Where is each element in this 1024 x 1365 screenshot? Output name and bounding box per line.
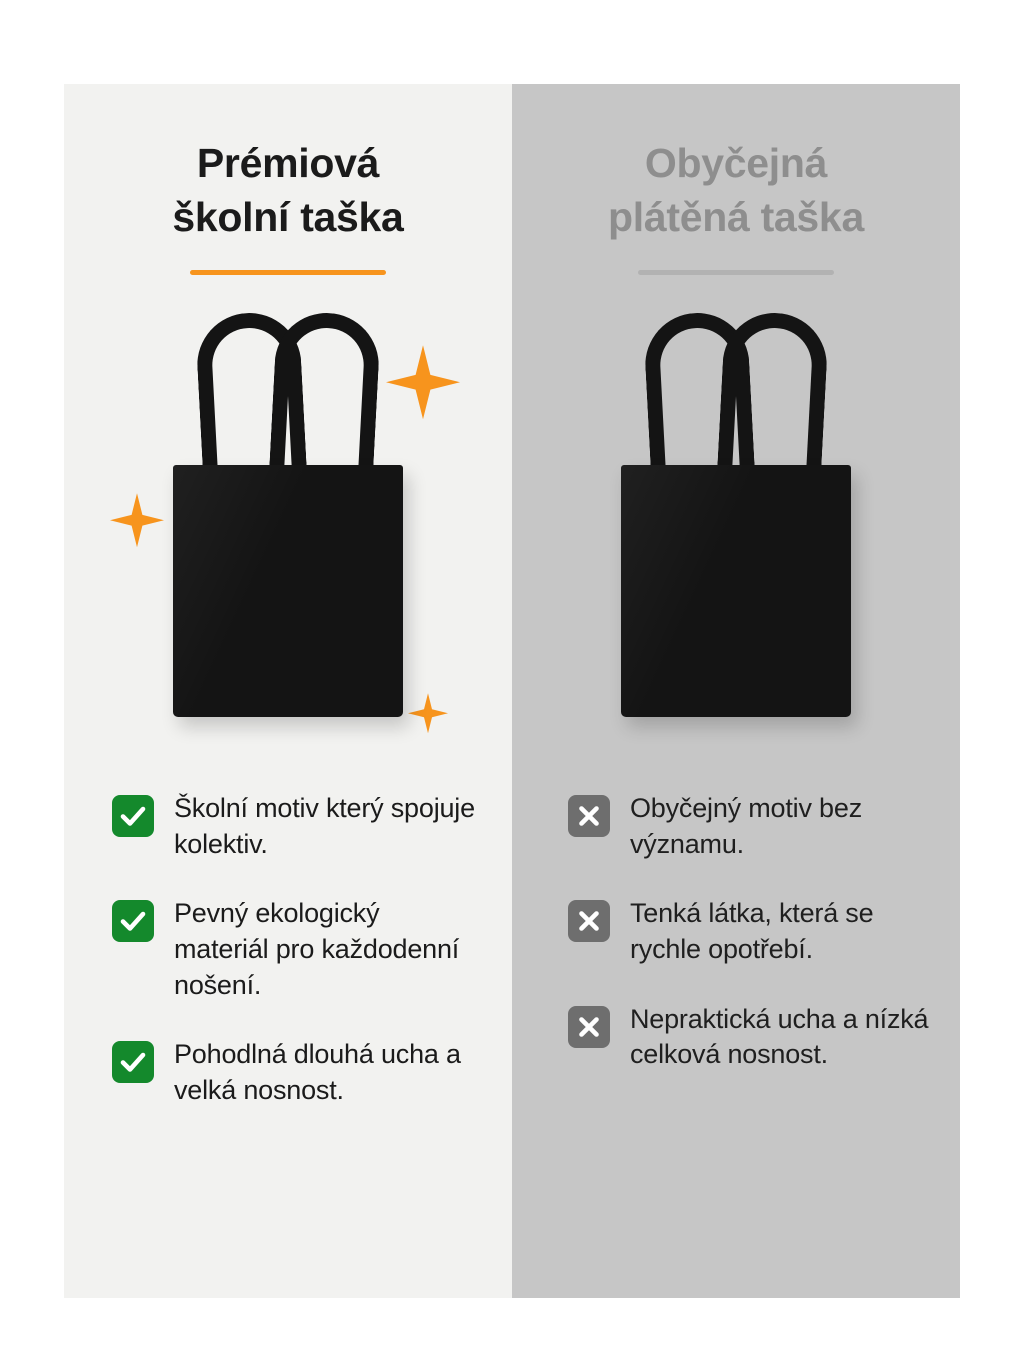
comparison-columns [64,84,960,1298]
ordinary-feature-list [512,765,960,1073]
tote-bag-body [621,465,851,717]
ordinary-heading-underline [638,270,834,275]
tote-bag-body [173,465,403,717]
ordinary-heading [512,84,960,275]
sparkle-medium-icon [110,493,164,547]
premium-heading-line-2: školní taška [172,194,404,241]
feature-item [568,896,936,967]
feature-item [112,896,478,1003]
feature-item [112,791,478,862]
feature-item [568,1002,936,1073]
column-premium [64,84,512,1298]
premium-heading [64,84,512,275]
tote-bag-handle-right [717,311,830,484]
feature-item [112,1037,478,1108]
tote-bag-ordinary [621,305,851,725]
ordinary-heading-line-2: plátěná taška [608,194,864,241]
tote-bag-handle-right [269,311,382,484]
feature-text: Obyčejný motiv bez významu. [630,793,862,859]
ordinary-heading-line-1: Obyčejná [644,140,828,186]
feature-text: Nepraktická ucha a nízká celková nosnost. [630,1003,929,1070]
tote-bag-premium [173,305,403,725]
cross-icon [568,1006,610,1048]
premium-feature-list [64,765,512,1108]
feature-text: Pohodlná dlouhá ucha a velká nosnost. [174,1039,461,1105]
ordinary-product-image [512,295,960,765]
feature-item [568,791,936,862]
premium-product-image [64,295,512,765]
check-icon [112,900,154,942]
premium-heading-line-1: Prémiová [196,140,380,186]
feature-text: Pevný ekologický materiál pro každodenní nošení. [174,898,460,1000]
feature-text: Školní motiv který spojuje kolektiv. [174,793,475,859]
cross-icon [568,900,610,942]
feature-text: Tenká látka, která se rychle opotřebí. [630,898,874,965]
sparkle-small-icon [408,693,448,733]
column-ordinary [512,84,960,1298]
cross-icon [568,795,610,837]
check-icon [112,795,154,837]
check-icon [112,1041,154,1083]
premium-heading-underline [190,270,386,275]
